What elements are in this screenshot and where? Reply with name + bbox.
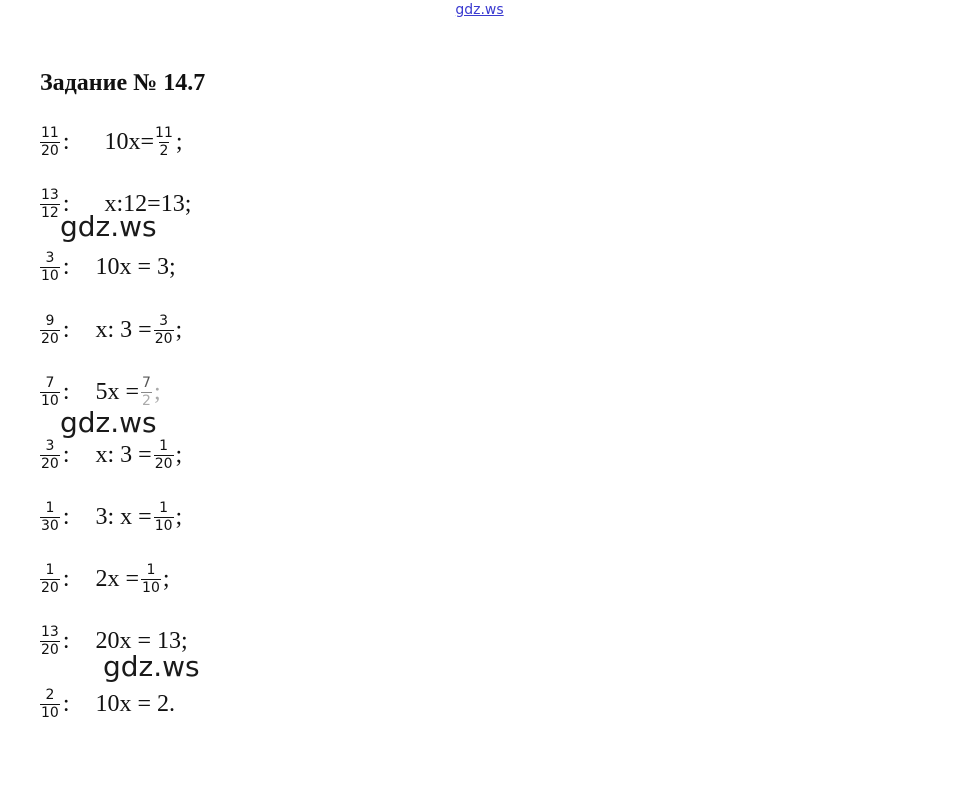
equation-row-3 bbox=[40, 243, 176, 291]
right-fraction: $\frac{11}{2}$ bbox=[155, 124, 173, 159]
colon: : bbox=[62, 128, 70, 155]
watermark: gdz.ws bbox=[103, 650, 200, 683]
left-fraction: $\frac{1}{30}$ bbox=[41, 499, 59, 534]
left-fraction: $\frac{3}{20}$ bbox=[41, 437, 59, 472]
equation-text: 10x= bbox=[104, 128, 155, 155]
left-fraction: $\frac{13}{20}$ bbox=[41, 623, 59, 658]
right-fraction: $\frac{3}{20}$ bbox=[154, 312, 173, 347]
colon: : bbox=[62, 316, 70, 343]
equation-row-8 bbox=[40, 555, 170, 603]
left-fraction: $\frac{2}{10}$ bbox=[41, 686, 59, 721]
colon: : bbox=[62, 565, 70, 592]
colon: : bbox=[62, 441, 70, 468]
equation-text: 5x = bbox=[95, 378, 140, 405]
colon: : bbox=[62, 690, 70, 717]
semicolon: ; bbox=[175, 441, 183, 468]
right-fraction: $\frac{1}{10}$ bbox=[142, 561, 160, 596]
left-fraction: $\frac{11}{20}$ bbox=[41, 124, 59, 159]
left-fraction: $\frac{9}{20}$ bbox=[41, 312, 59, 347]
colon: : bbox=[62, 190, 70, 217]
semicolon: ; bbox=[175, 503, 183, 530]
right-fraction: $\frac{1}{20}$ bbox=[154, 437, 173, 472]
semicolon: ; bbox=[153, 378, 161, 405]
colon: : bbox=[62, 627, 70, 654]
semicolon: ; bbox=[175, 316, 183, 343]
equation-text: 20x = 13; bbox=[95, 627, 188, 654]
equation-text: 10x = 3; bbox=[95, 253, 176, 280]
equation-text: x: 3 = bbox=[95, 441, 152, 468]
semicolon: ; bbox=[162, 565, 170, 592]
equation-text: x: 3 = bbox=[95, 316, 152, 343]
equation-row-4 bbox=[40, 306, 182, 354]
equation-row-7 bbox=[40, 493, 182, 541]
left-fraction: $\frac{13}{12}$ bbox=[41, 186, 59, 221]
left-fraction: $\frac{1}{20}$ bbox=[41, 561, 59, 596]
left-fraction: $\frac{7}{10}$ bbox=[41, 374, 59, 409]
page-title: Задание № 14.7 bbox=[40, 70, 206, 96]
watermark: gdz.ws bbox=[60, 210, 157, 243]
equation-text: x:12=13; bbox=[104, 190, 192, 217]
colon: : bbox=[62, 378, 70, 405]
equation-text: 2x = bbox=[95, 565, 140, 592]
equation-text: 10x = 2. bbox=[95, 690, 176, 717]
right-fraction: $\frac{1}{10}$ bbox=[154, 499, 173, 534]
equation-row-1 bbox=[40, 118, 183, 166]
semicolon: ; bbox=[175, 128, 183, 155]
equation-text: 3: x = bbox=[95, 503, 152, 530]
colon: : bbox=[62, 503, 70, 530]
watermark: gdz.ws bbox=[60, 406, 157, 439]
site-link[interactable]: gdz.ws bbox=[455, 2, 504, 18]
colon: : bbox=[62, 253, 70, 280]
equation-row-10 bbox=[40, 680, 175, 728]
right-fraction: $\frac{7}{2}$ bbox=[142, 374, 151, 409]
left-fraction: $\frac{3}{10}$ bbox=[41, 249, 59, 284]
